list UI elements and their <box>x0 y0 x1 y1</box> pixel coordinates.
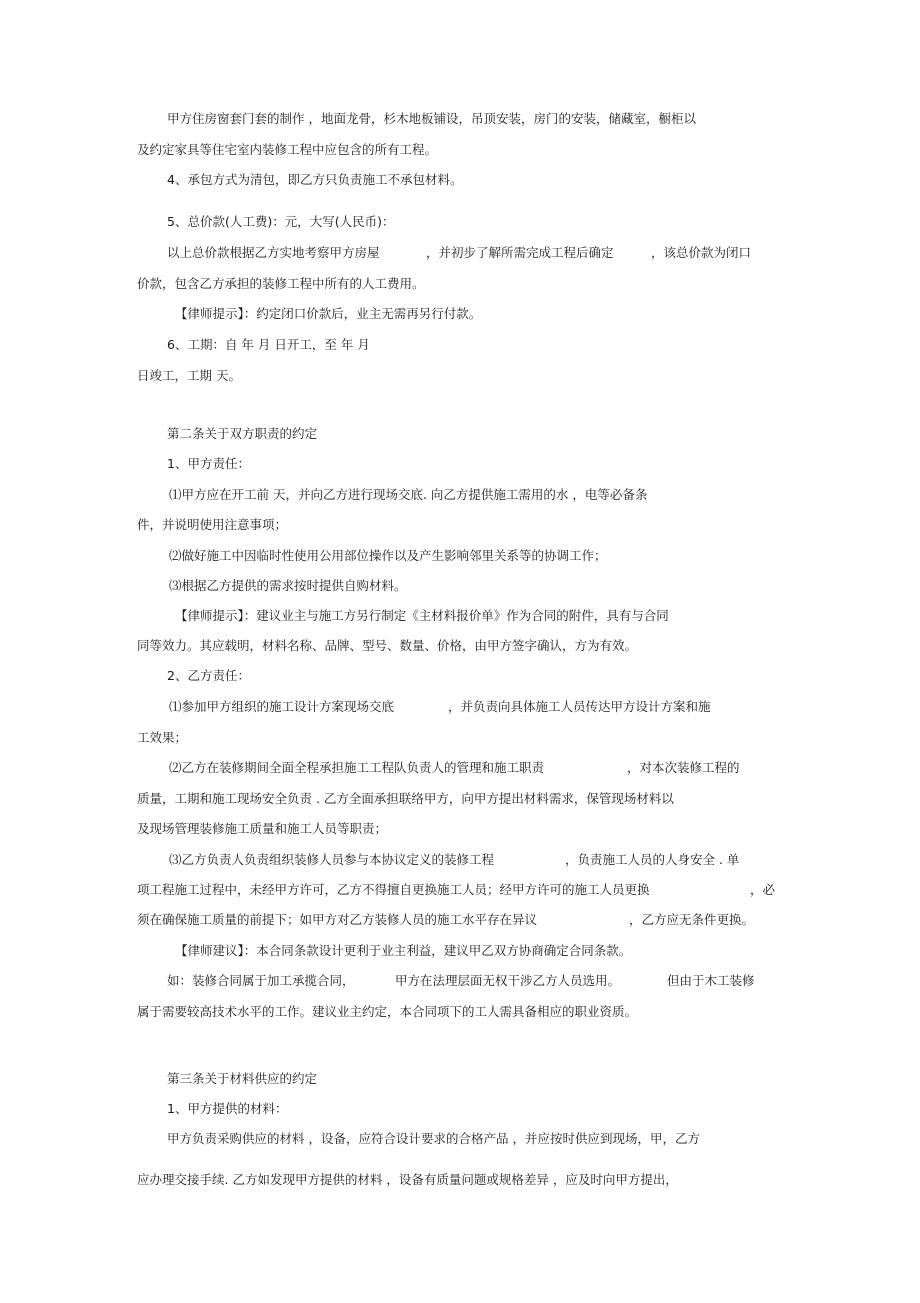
text-line: 日竣工，工期 天。 <box>137 368 241 383</box>
text-line: 工效果； <box>137 730 188 745</box>
text-line: 应办理交接手续. 乙方如发现甲方提供的材料 ，设备有质量问题或规格差异 ，应及时向甲方提出， <box>137 1172 678 1187</box>
text-line: 甲方住房窗套门套的制作 ，地面龙骨，杉木地板铺设，吊顶安装，房门的安装，储藏室，橱柜以 <box>167 111 696 126</box>
text-line: 及现场管理装修施工质量和施工人员等职责； <box>137 821 388 836</box>
text-line: 同等效力。其应载明，材料名称、品牌、型号、数量、价格，由甲方签字确认，方为有效。 <box>137 638 638 653</box>
text-line: ⑵做好施工中因临时性使用公用部位操作以及产生影响邻里关系等的协调工作； <box>169 548 607 563</box>
text-line: ，并负责向具体施工人员传达甲方设计方案和施 <box>448 699 711 714</box>
text-line: 甲方在法理层面无权干涉乙方人员选用。 <box>395 973 621 988</box>
subheading: 1、甲方责任： <box>167 456 250 471</box>
text-line: ，该总价款为闭口 <box>651 245 752 260</box>
text-line: ⑴参加甲方组织的施工设计方案现场交底 <box>169 699 395 714</box>
text-line: ，必 <box>750 882 776 897</box>
text-line: ⑶乙方负责人负责组织装修人员参与本协议定义的装修工程 <box>169 852 495 867</box>
text-line: 属于需要较高技术水平的工作。建议业主约定，本合同项下的工人需具备相应的职业资质。 <box>137 1004 638 1019</box>
text-line: 项工程施工过程中，未经甲方许可，乙方不得擅自更换施工人员；经甲方许可的施工人员更换 <box>137 882 650 897</box>
text-line: 6、工期：自 年 月 日开工，至 年 月 <box>167 337 370 352</box>
text-line: ⑶根据乙方提供的需求按时提供自购材料。 <box>169 578 407 593</box>
lawyer-tip: 【律师建议】：本合同条款设计更利于业主利益，建议甲乙双方协商确定合同条款。 <box>175 943 632 958</box>
text-line: 质量，工期和施工现场安全负责 . 乙方全面承担联络甲方，向甲方提出材料需求，保管现场材料以 <box>137 791 674 806</box>
text-line: 但由于木工装修 <box>667 973 755 988</box>
text-line: ⑵乙方在装修期间全面全程承担施工工程队负责人的管理和施工职责 <box>169 760 545 775</box>
text-line: 甲方负责采购供应的材料 ，设备，应符合设计要求的合格产品 ，并应按时供应到现场，甲，乙方 <box>167 1131 700 1146</box>
text-line: ，负责施工人员的人身安全 . 单 <box>565 852 740 867</box>
lawyer-tip: 【律师提示】：建议业主与施工方另行制定《主材料报价单》作为合同的附件，具有与合同 <box>175 608 669 623</box>
subheading: 1、甲方提供的材料： <box>167 1101 288 1116</box>
text-line: ⑴甲方应在开工前 天，并向乙方进行现场交底. 向乙方提供施工需用的水 ，电等必备条 <box>169 487 648 502</box>
text-line: ，乙方应无条件更换。 <box>629 912 755 927</box>
text-line: 件，并说明使用注意事项； <box>137 517 288 532</box>
text-line: 如：装修合同属于加工承揽合同， <box>167 973 355 988</box>
text-line: ，并初步了解所需完成工程后确定 <box>426 245 614 260</box>
text-line: 以上总价款根据乙方实地考察甲方房屋 <box>167 245 380 260</box>
text-line: 5、总价款(人工费)：元，大写(人民币)： <box>167 214 395 229</box>
text-line: 4、承包方式为清包，即乙方只负责施工不承包材料。 <box>167 172 463 187</box>
lawyer-tip: 【律师提示】：约定闭口价款后，业主无需再另行付款。 <box>175 306 482 321</box>
text-line: 须在确保施工质量的前提下；如甲方对乙方装修人员的施工水平存在异议 <box>137 912 538 927</box>
section-heading: 第二条关于双方职责的约定 <box>167 426 318 441</box>
text-line: ，对本次装修工程的 <box>627 760 740 775</box>
text-line: 价款，包含乙方承担的装修工程中所有的人工费用。 <box>137 276 425 291</box>
subheading: 2、乙方责任： <box>167 668 250 683</box>
section-heading: 第三条关于材料供应的约定 <box>167 1071 318 1086</box>
text-line: 及约定家具等住宅室内装修工程中应包含的所有工程。 <box>137 142 438 157</box>
